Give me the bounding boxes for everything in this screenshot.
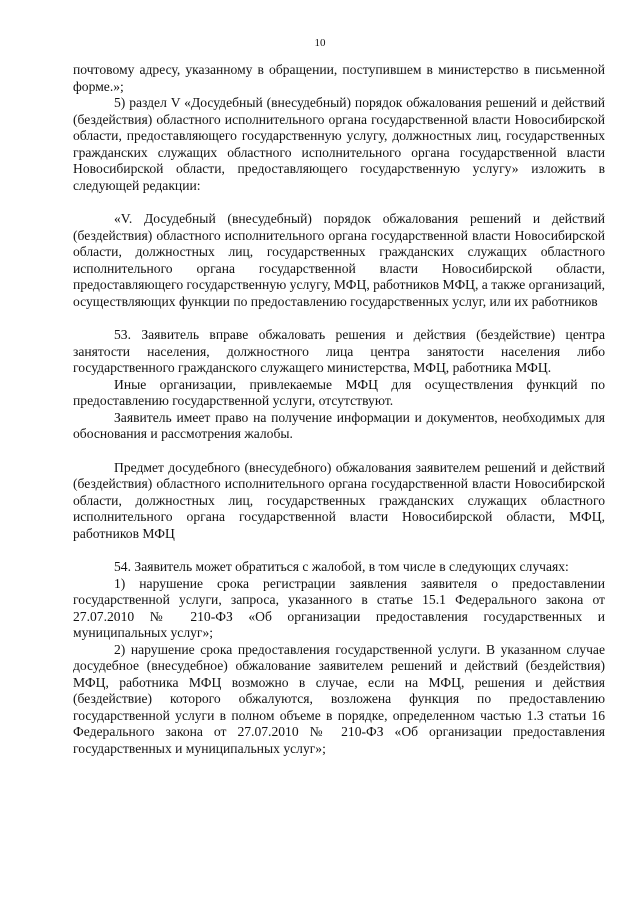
section-v-heading: «V. Досудебный (внесудебный) порядок обжалования решений и действий (бездействия) областного исполнительного органа государственной власти Новосибирской области, должностных лиц, государственных гражданских служащих областного исполнительного органа государственной власти Новосибирской области, предоставляющего государственную услугу, МФЦ, работников МФЦ, а также организаций, осуществляющих функции по предоставлению государственных услуг, или их работников [73,211,605,309]
document-body [73,62,605,757]
paragraph-right-to-information: Заявитель имеет право на получение информации и документов, необходимых для обоснования и рассмотрения жалобы. [73,409,605,441]
subject-of-appeal-heading: Предмет досудебного (внесудебного) обжалования заявителем решений и действий (бездействия) областного исполнительного органа государственной власти Новосибирской области, должностных лиц, государственных гражданских служащих областного исполнительного органа государственной власти Новосибирской области, МФЦ, работников МФЦ [73,459,605,541]
list-item-1: 1) нарушение срока регистрации заявления заявителя о предоставлении государственной услуги, запроса, указанного в статье 15.1 Федерального закона от 27.07.2010 № 210-ФЗ «Об организации предоставления государственных и муниципальных услуг»; [73,575,605,640]
paragraph-54: 54. Заявитель может обратиться с жалобой, в том числе в следующих случаях: [114,559,569,574]
paragraph-mailing-address: почтовому адресу, указанному в обращении, поступившем в министерство в письменной форме.»; [73,62,605,94]
page-number: 10 [314,37,326,49]
paragraph-section-v-amendment: 5) раздел V «Досудебный (внесудебный) порядок обжалования решений и действий (бездействия) областного исполнительного органа государственной власти Новосибирской области, предоставляющего государственную услугу, должностных лиц, государственных гражданских служащих областного исполнительного органа государственной власти Новосибирской области, предоставляющего государственную услугу» изложить в следующей редакции: [73,95,605,193]
paragraph-other-organizations: Иные организации, привлекаемые МФЦ для осуществления функций по предоставлению государственной услуги, отсутствуют. [73,376,605,408]
paragraph-53: 53. Заявитель вправе обжаловать решения и действия (бездействие) центра занятости населения, должностного лица центра занятости населения либо государственного гражданского служащего министерства, МФЦ, работника МФЦ. [73,327,605,375]
list-item-2: 2) нарушение срока предоставления государственной услуги. В указанном случае досудебное (внесудебное) обжалование заявителем решений и действий (бездействия) МФЦ, работника МФЦ возможно в случае, если на МФЦ, решения и действия (бездействие) которого обжалуются, возложена функция по предоставлению государственной услуги в полном объеме в порядке, определенном частью 1.3 статьи 16 Федерального закона от 27.07.2010 № 210-ФЗ «Об организации предоставления государственных и муниципальных услуг»; [73,641,605,756]
